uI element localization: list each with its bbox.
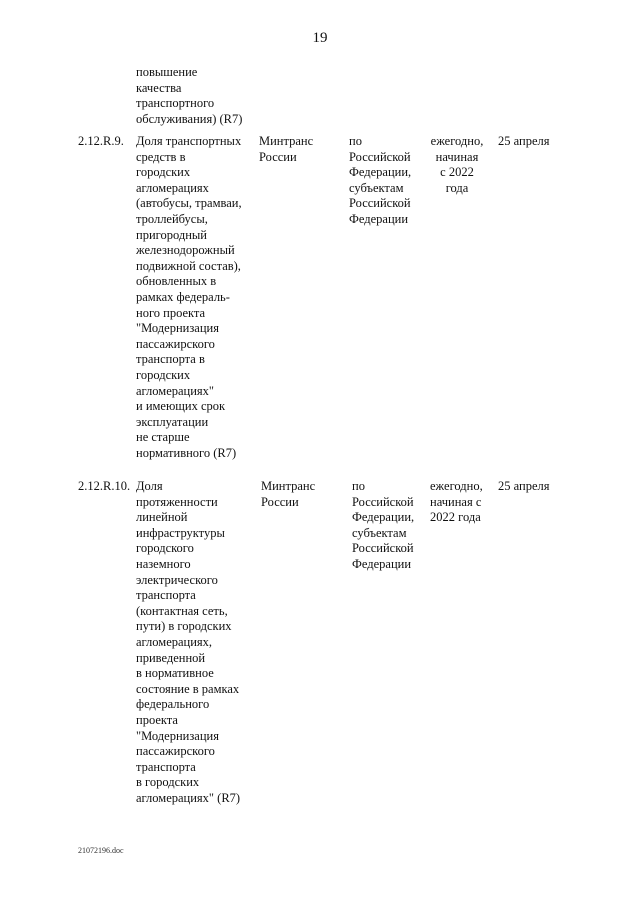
text-line: (контактная сеть, bbox=[136, 603, 228, 618]
text-line: пути) в городских bbox=[136, 619, 232, 634]
indicator-text bbox=[136, 479, 240, 806]
text-line: линейной bbox=[136, 510, 188, 525]
text-line: инфраструктуры bbox=[136, 525, 225, 540]
text-line: пригородный bbox=[136, 227, 207, 242]
text-line: 2022 года bbox=[430, 510, 481, 525]
text-line: ежегодно, bbox=[430, 479, 483, 493]
text-line: средств в bbox=[136, 149, 186, 164]
text-line: и имеющих срок bbox=[136, 399, 226, 414]
text-line: проекта bbox=[136, 712, 178, 727]
text-line: эксплуатации bbox=[136, 414, 209, 429]
text-line: "Модернизация bbox=[136, 321, 219, 336]
text-line: в нормативное bbox=[136, 666, 214, 681]
text-line: железнодорожный bbox=[136, 243, 235, 258]
text-line: транспорта bbox=[136, 588, 196, 603]
text-line: России bbox=[261, 494, 299, 509]
text-line: Минтранс bbox=[259, 134, 314, 148]
text-line: троллейбусы, bbox=[136, 211, 208, 226]
text-line: агломерациях" (R7) bbox=[136, 790, 241, 805]
text-line: пассажирского bbox=[136, 336, 215, 351]
text-line: протяженности bbox=[136, 494, 218, 509]
text-line: начиная bbox=[435, 149, 479, 164]
text-line: субъектам bbox=[349, 180, 404, 195]
text-line: транспорта в bbox=[136, 352, 205, 367]
text-line: ежегодно, bbox=[430, 134, 484, 148]
text-line: Федерации bbox=[352, 556, 412, 571]
deadline: 25 апреля bbox=[498, 479, 550, 493]
responsible-agency bbox=[261, 479, 315, 510]
text-line: начиная с bbox=[430, 494, 482, 509]
text-line: агломерациях bbox=[136, 180, 209, 195]
text-line: нормативного (R7) bbox=[136, 445, 237, 460]
text-line: Российской bbox=[349, 149, 411, 164]
text-line: транспортного bbox=[136, 96, 215, 111]
text-line: не старше bbox=[136, 430, 190, 445]
text-line: ного проекта bbox=[136, 305, 206, 320]
text-line: подвижной состав), bbox=[136, 258, 241, 273]
text-line: федерального bbox=[136, 697, 210, 712]
text-line: Федерации, bbox=[352, 510, 415, 525]
text-line: агломерациях" bbox=[136, 383, 215, 398]
page-number: 19 bbox=[312, 30, 328, 46]
text-line: России bbox=[259, 149, 297, 164]
text-line: электрического bbox=[136, 572, 218, 587]
text-line: пассажирского bbox=[136, 744, 215, 759]
text-line: по bbox=[352, 479, 365, 493]
text-line: года bbox=[445, 180, 469, 195]
text-line: Минтранс bbox=[261, 479, 316, 493]
indicator-text bbox=[136, 134, 242, 461]
text-line: субъектам bbox=[352, 525, 407, 540]
text-line: городского bbox=[136, 541, 194, 556]
text-line: наземного bbox=[136, 556, 191, 571]
frequency-text bbox=[423, 134, 491, 196]
text-line: Доля транспортных bbox=[136, 134, 242, 148]
row-number: 2.12.R.10. bbox=[78, 479, 131, 493]
text-line: транспорта bbox=[136, 759, 196, 774]
text-line: обновленных в bbox=[136, 274, 217, 289]
text-line: Доля bbox=[136, 479, 163, 493]
text-line: Российской bbox=[352, 541, 414, 556]
text-line: повышение bbox=[136, 65, 198, 79]
scope-text bbox=[352, 479, 414, 573]
text-line: (автобусы, трамваи, bbox=[136, 196, 242, 211]
text-line: в городских bbox=[136, 775, 200, 790]
text-line: городских bbox=[136, 165, 191, 180]
text-line: "Модернизация bbox=[136, 728, 219, 743]
text-line: состояние в рамках bbox=[136, 681, 240, 696]
text-line: Федерации bbox=[349, 211, 409, 226]
text-line: по bbox=[349, 134, 362, 148]
text-line: с 2022 bbox=[440, 165, 474, 180]
responsible-agency bbox=[259, 134, 313, 165]
text-line: городских bbox=[136, 367, 191, 382]
text-line: Федерации, bbox=[349, 165, 412, 180]
text-line: приведенной bbox=[136, 650, 206, 665]
text-line: обслуживания) (R7) bbox=[136, 111, 243, 126]
footer-filename: 21072196.doc bbox=[78, 846, 124, 855]
text-line: Российской bbox=[352, 494, 414, 509]
text-line: агломерациях, bbox=[136, 634, 213, 649]
text-line: рамках федераль- bbox=[136, 289, 230, 304]
continuation-text bbox=[136, 65, 242, 127]
scope-text bbox=[349, 134, 411, 228]
text-line: качества bbox=[136, 80, 182, 95]
frequency-text bbox=[430, 479, 483, 526]
deadline: 25 апреля bbox=[498, 134, 550, 148]
text-line: Российской bbox=[349, 196, 411, 211]
row-number: 2.12.R.9. bbox=[78, 134, 124, 148]
